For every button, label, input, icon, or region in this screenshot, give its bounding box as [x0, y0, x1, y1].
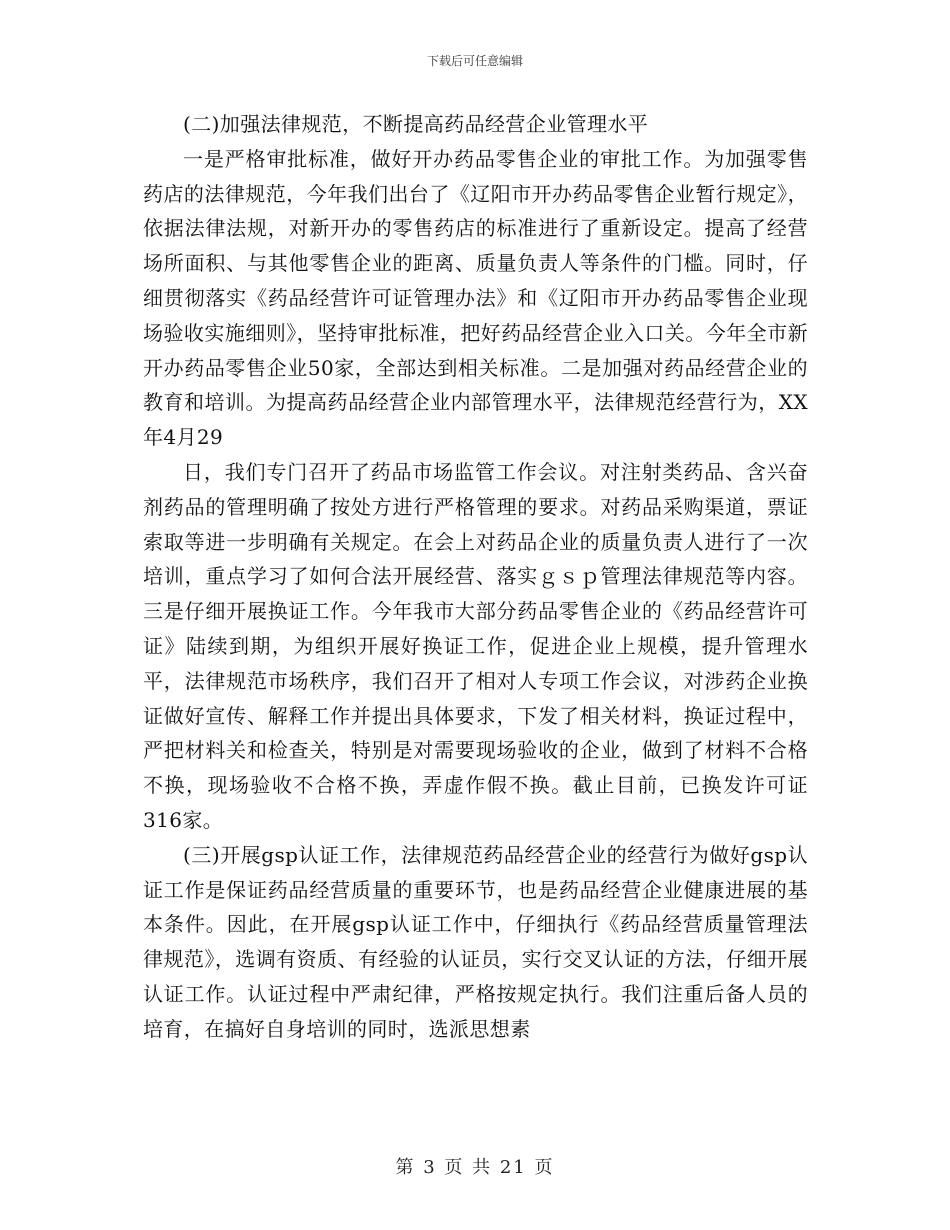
paragraph-approval-standards: 一是严格审批标准，做好开办药品零售企业的审批工作。为加强零售药店的法律规范，今年我们出台了《辽阳市开办药品零售企业暂行规定》，依据法律法规，对新开办的零售药店的标准进行了重新设定。提高了经营场所面积、与其他零售企业的距离、质量负责人等条件的门槛。同时，仔细贯彻落实《药品经营许可证管理办法》和《辽阳市开办药品零售企业现场验收实施细则》，坚持审批标准，把好药品经营企业入口关。今年全市新开办药品零售企业50家，全部达到相关标准。二是加强对药品经营企业的教育和培训。为提高药品经营企业内部管理水平，法律规范经营行为，XX年4月29 — [143, 146, 808, 450]
paragraph-section-two-heading: (二)加强法律规范，不断提高药品经营企业管理水平 — [183, 112, 649, 136]
page-header-note: 下载后可任意编辑 — [426, 54, 523, 68]
paragraph-gsp-certification: (三)开展gsp认证工作，法律规范药品经营企业的经营行为做好gsp认证工作是保证药品经营质量的重要环节，也是药品经营企业健康进展的基本条件。因此，在开展gsp认证工作中，仔细执行《药品经营质量管理法律规范》，选调有资质、有经验的认证员，实行交叉认证的方法，仔细开展认证工作。认证过程中严肃纪律，严格按规定执行。我们注重后备人员的培育，在搞好自身培训的同时，选派思想素 — [143, 842, 808, 1041]
document-body — [143, 107, 808, 1047]
page-number: 第 3 页 共 21 页 — [395, 1157, 555, 1178]
paragraph-market-meeting: 日，我们专门召开了药品市场监管工作会议。对注射类药品、含兴奋剂药品的管理明确了按处方进行严格管理的要求。对药品采购渠道，票证索取等进一步明确有关规定。在会上对药品企业的质量负责人进行了一次培训，重点学习了如何合法开展经营、落实ｇｓｐ管理法律规范等内容。三是仔细开展换证工作。今年我市大部分药品零售企业的《药品经营许可证》陆续到期，为组织开展好换证工作，促进企业上规模，提升管理水平，法律规范市场秩序，我们召开了相对人专项工作会议，对涉药企业换证做好宣传、解释工作并提出具体要求，下发了相关材料，换证过程中，严把材料关和检查关，特别是对需要现场验收的企业，做到了材料不合格不换，现场验收不合格不换，弄虚作假不换。截止目前，已换发许可证316家。 — [143, 459, 808, 832]
